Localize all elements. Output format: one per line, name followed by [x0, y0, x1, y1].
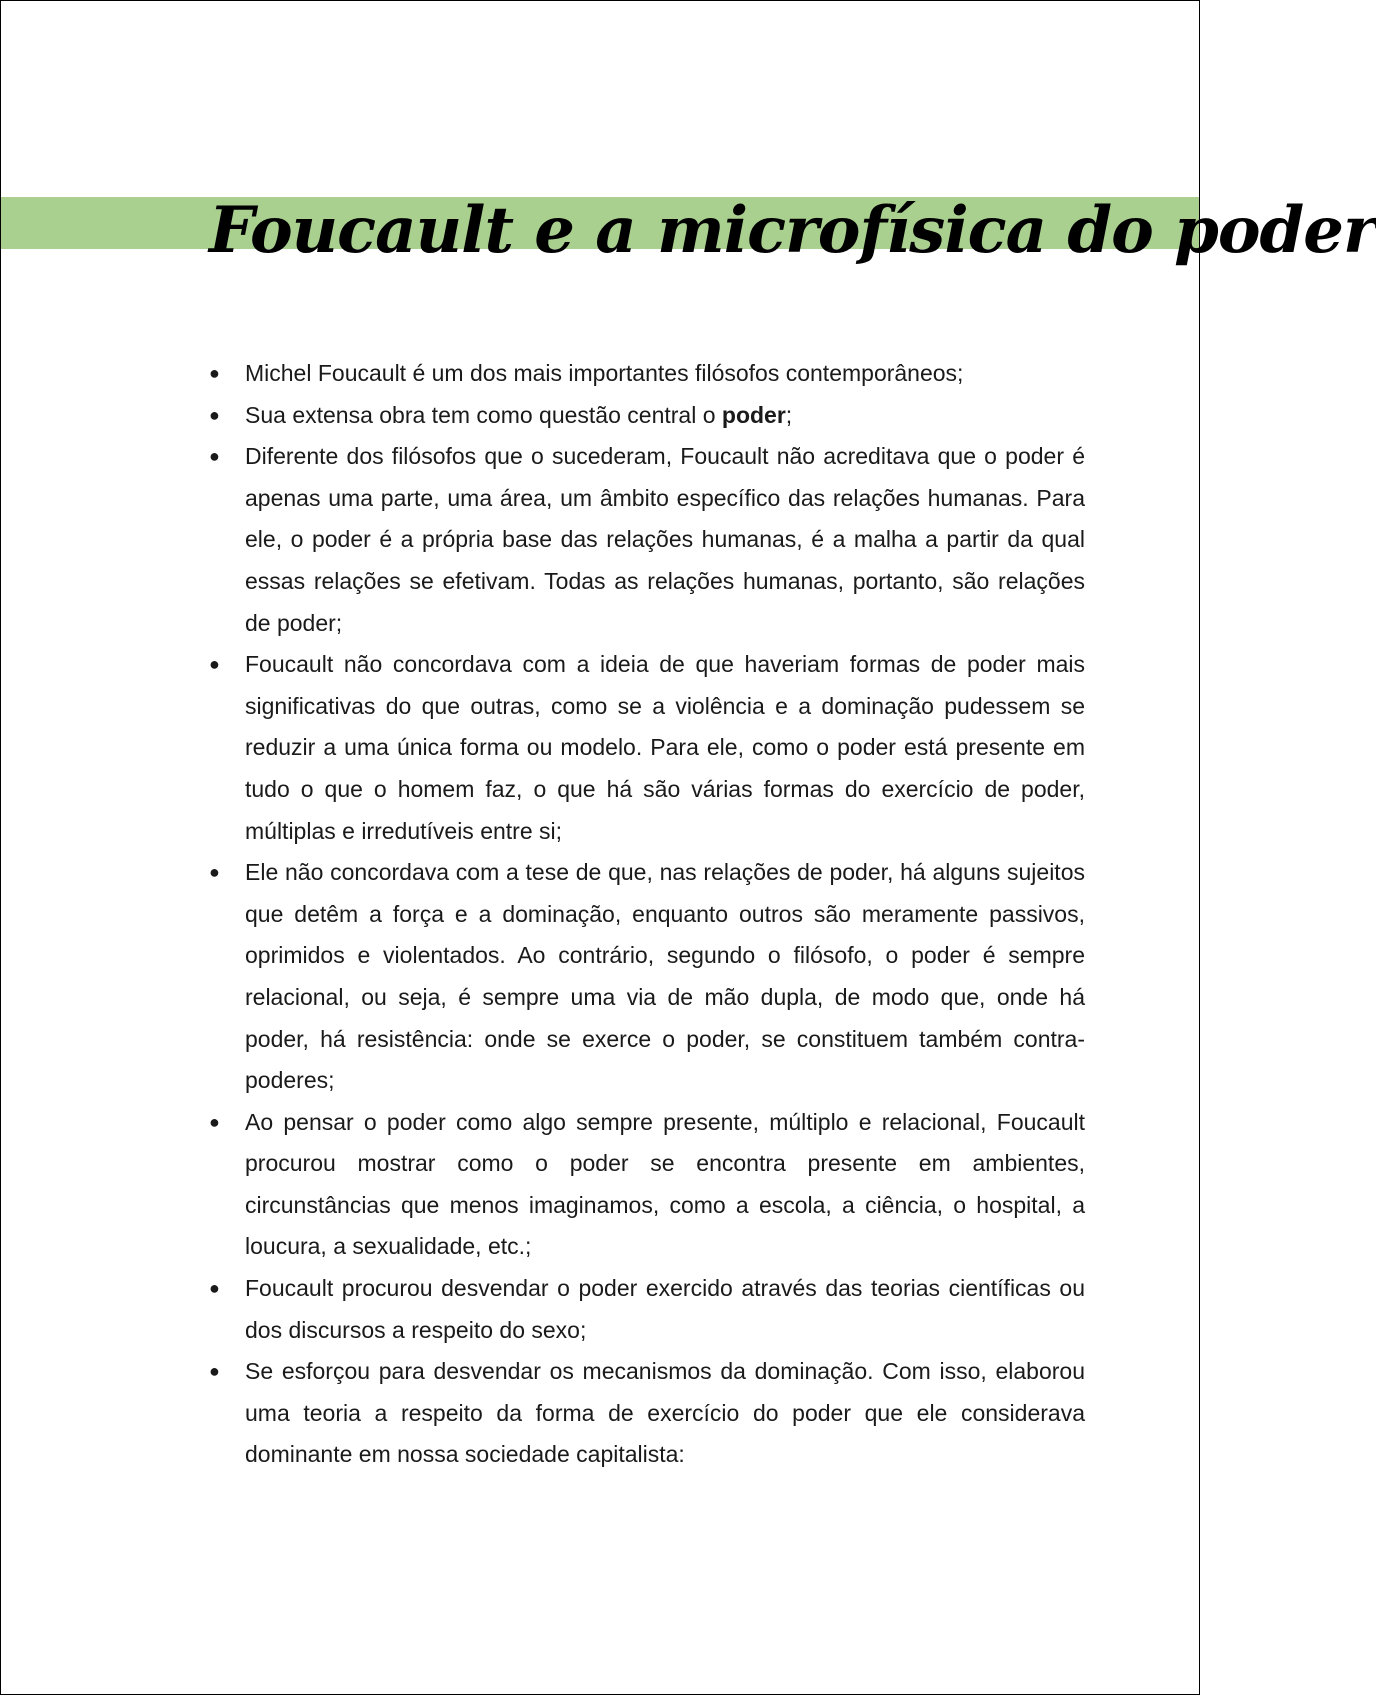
- list-item: [209, 852, 1085, 1102]
- bullet-icon: ●: [209, 862, 220, 883]
- bullet-icon: ●: [209, 404, 220, 425]
- bullet-icon: ●: [209, 446, 220, 467]
- emphasis-text: poder: [721, 401, 786, 428]
- list-item: [209, 353, 1085, 395]
- bullet-text: Michel Foucault é um dos mais importantes filósofos contemporâneos;: [245, 360, 964, 386]
- bullet-icon: ●: [209, 654, 220, 675]
- list-item: [209, 1351, 1085, 1476]
- bullet-text: Sua extensa obra tem como questão central o poder;: [245, 401, 793, 428]
- bullet-list: [209, 353, 1085, 1476]
- bullet-icon: ●: [209, 1361, 220, 1382]
- bullet-text: Se esforçou para desvendar os mecanismos da dominação. Com isso, elaborou uma teoria a respeito da forma de exercício do poder que ele considerava dominante em nossa sociedade capitalista:: [245, 1358, 1085, 1468]
- bullet-text: Ao pensar o poder como algo sempre presente, múltiplo e relacional, Foucault procurou mostrar como o poder se encontra presente em ambientes, circunstâncias que menos imaginamos, como a escola, a ciência, o hospital, a loucura, a sexualidade, etc.;: [245, 1108, 1085, 1260]
- list-item: [209, 436, 1085, 644]
- bullet-text: Ele não concordava com a tese de que, nas relações de poder, há alguns sujeitos que detêm a força e a dominação, enquanto outros são meramente passivos, oprimidos e violentados. Ao contrário, segundo o filósofo, o poder é sempre relacional, ou seja, é sempre uma via de mão dupla, de modo que, onde há poder, há resistência: onde se exerce o poder, se constituem também contra-poderes;: [245, 859, 1085, 1094]
- bullet-icon: ●: [209, 1111, 220, 1132]
- bullet-text: Foucault não concordava com a ideia de que haveriam formas de poder mais significativas do que outras, como se a violência e a dominação pudessem se reduzir a uma única forma ou modelo. Para ele, como o poder está presente em tudo o que o homem faz, o que há são várias formas do exercício de poder, múltiplas e irredutíveis entre si;: [245, 651, 1085, 844]
- bullet-icon: ●: [209, 1278, 220, 1299]
- list-item: [209, 1102, 1085, 1268]
- bullet-text: Diferente dos filósofos que o sucederam, Foucault não acreditava que o poder é apenas uma parte, uma área, um âmbito específico das relações humanas. Para ele, o poder é a própria base das relações humanas, é a malha a partir da qual essas relações se efetivam. Todas as relações humanas, portanto, são relações de poder;: [245, 443, 1085, 636]
- bullet-text: Foucault procurou desvendar o poder exercido através das teorias científicas ou dos discursos a respeito do sexo;: [245, 1275, 1085, 1343]
- list-item: [209, 395, 1085, 437]
- bullet-icon: ●: [209, 363, 220, 383]
- page-title: Foucault e a microfísica do poder: [209, 193, 1376, 268]
- list-item: [209, 644, 1085, 852]
- list-item: [209, 1268, 1085, 1351]
